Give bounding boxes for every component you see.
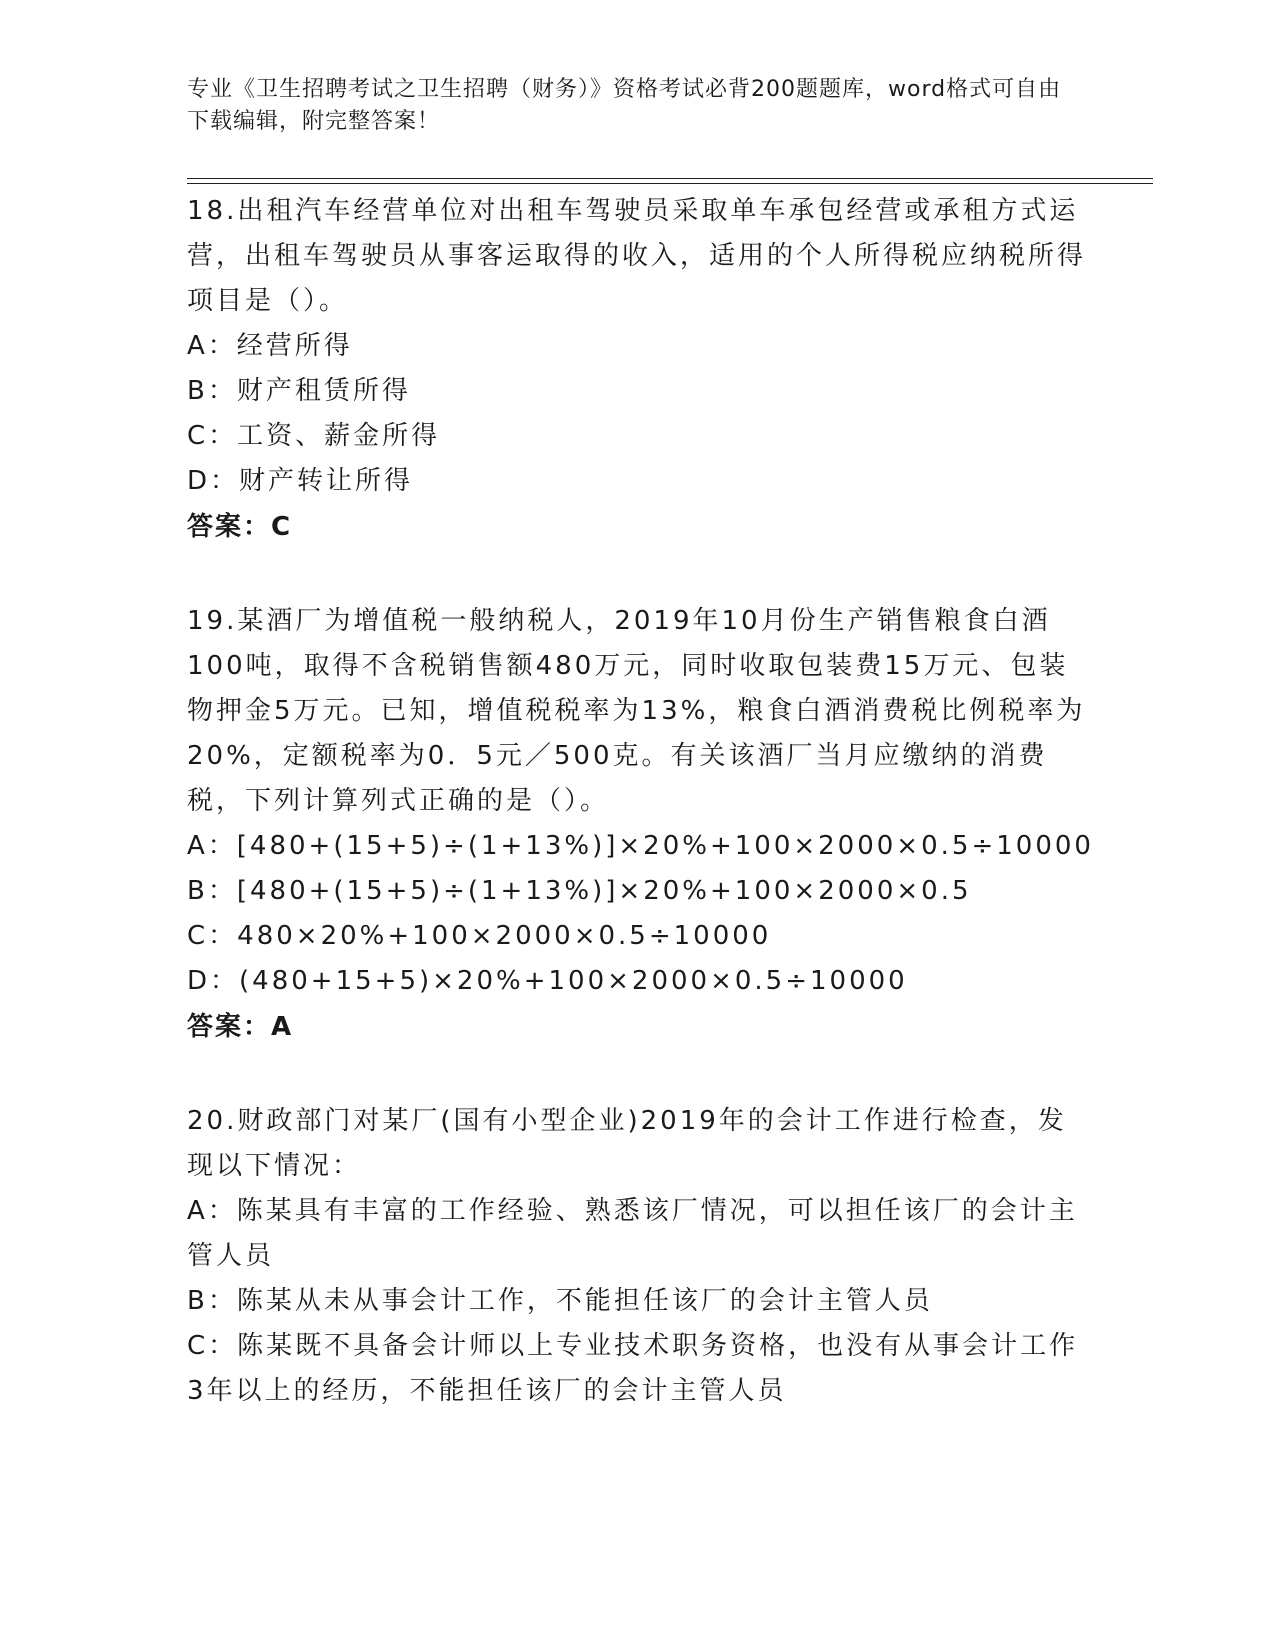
option-c: C：480×20%+100×2000×0.5÷10000 xyxy=(187,921,772,951)
question-text: 20.财政部门对某厂(国有小型企业)2019年的会计工作进行检查，发现以下情况： xyxy=(187,1106,1067,1181)
answer: 答案：A xyxy=(187,1012,294,1042)
option-c: C：工资、薪金所得 xyxy=(187,421,441,451)
option-b: B：[480+(15+5)÷(1+13%)]×20%+100×2000×0.5 xyxy=(187,876,972,906)
question-18 xyxy=(187,189,1087,550)
option-a: A：经营所得 xyxy=(187,331,353,361)
question-20 xyxy=(187,1099,1087,1414)
option-d: D：(480+15+5)×20%+100×2000×0.5÷10000 xyxy=(187,966,908,996)
header-rule-top xyxy=(187,178,1153,179)
question-text: 19.某酒厂为增值税一般纳税人，2019年10月份生产销售粮食白酒100吨，取得不含税销售额480万元，同时收取包装费15万元、包装物押金5万元。已知，增值税税率为13%，粮食白酒消费税比例税率为20%，定额税率为0．5元／500克。有关该酒厂当月应缴纳的消费税，下列计算列式正确的是（）。 xyxy=(187,606,1086,816)
question-19 xyxy=(187,599,1094,1050)
option-c: C：陈某既不具备会计师以上专业技术职务资格，也没有从事会计工作3年以上的经历，不能担任该厂的会计主管人员 xyxy=(187,1331,1079,1406)
option-b: B：财产租赁所得 xyxy=(187,376,411,406)
document-header: 专业《卫生招聘考试之卫生招聘（财务）》资格考试必背200题题库，word格式可自由下载编辑，附完整答案！ xyxy=(187,77,1062,134)
option-b: B：陈某从未从事会计工作，不能担任该厂的会计主管人员 xyxy=(187,1286,933,1316)
option-d: D：财产转让所得 xyxy=(187,466,414,496)
header-rule-bottom xyxy=(187,183,1153,184)
option-a: A：[480+(15+5)÷(1+13%)]×20%+100×2000×0.5÷10000 xyxy=(187,831,1094,861)
option-a: A：陈某具有丰富的工作经验、熟悉该厂情况，可以担任该厂的会计主管人员 xyxy=(187,1196,1078,1271)
question-text: 18.出租汽车经营单位对出租车驾驶员采取单车承包经营或承租方式运营，出租车驾驶员从事客运取得的收入，适用的个人所得税应纳税所得项目是（）。 xyxy=(187,196,1087,316)
answer: 答案：C xyxy=(187,512,293,542)
